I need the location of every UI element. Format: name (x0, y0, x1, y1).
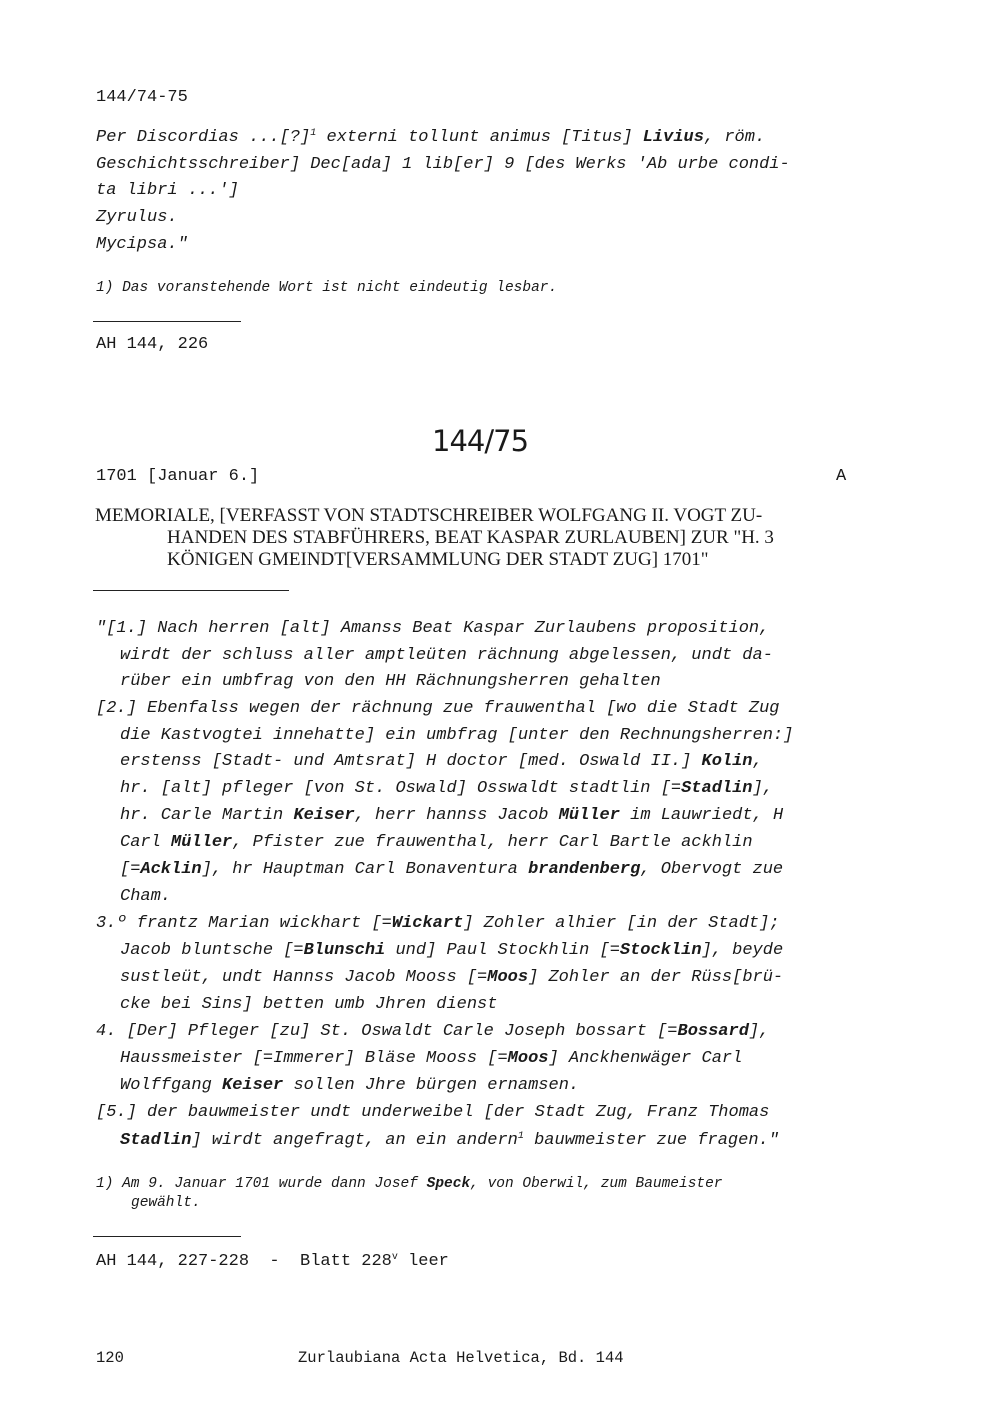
quote-line: Mycipsa." (96, 235, 188, 254)
body-line: Carl Müller, Pfister zue frauwenthal, herr Carl Bartle ackhlin (120, 833, 753, 852)
footnote: gewählt. (131, 1195, 201, 1211)
quote-line: Geschichtsschreiber] Dec[ada] 1 lib[er] 9 [des Werks 'Ab urbe condi- (96, 155, 790, 174)
body-line: hr. [alt] pfleger [von St. Oswald] Osswaldt stadtlin [=Stadlin], (120, 779, 773, 798)
body-line: cke bei Sins] betten umb Jhren dienst (120, 995, 498, 1014)
quote-line: ta libri ...'] (96, 181, 239, 200)
publication-title: Zurlaubiana Acta Helvetica, Bd. 144 (298, 1349, 624, 1367)
body-line: Haussmeister [=Immerer] Bläse Mooss [=Moos] Anckhenwäger Carl (120, 1049, 743, 1068)
source-reference: AH 144, 226 (96, 335, 209, 354)
source-reference: AH 144, 227-228 - Blatt 228$^v$ leer (96, 1252, 449, 1271)
divider (93, 321, 241, 322)
body-line: erstenss [Stadt- und Amtsrat] H doctor [med. Oswald II.] Kolin, (120, 752, 763, 771)
quote-line: Zyrulus. (96, 208, 178, 227)
body-line: wirdt der schluss aller amptleüten rächnung abgelessen, undt da- (120, 646, 773, 665)
footnote: 1) Am 9. Januar 1701 wurde dann Josef Speck, von Oberwil, zum Baumeister (96, 1176, 723, 1192)
body-line: rüber ein umbfrag von den HH Rächnungsherren gehalten (120, 672, 661, 691)
body-line: 3.º frantz Marian wickhart [=Wickart] Zohler alhier [in der Stadt]; (96, 914, 780, 933)
footnote: 1) Das voranstehende Wort ist nicht eindeutig lesbar. (96, 280, 558, 296)
body-line: Wolffgang Keiser sollen Jhre bürgen ernamsen. (120, 1076, 580, 1095)
divider (93, 1236, 241, 1237)
body-line: Stadlin] wirdt angefragt, an ein andern$^1$ bauwmeister zue fragen." (120, 1131, 779, 1150)
page-number: 120 (96, 1349, 124, 1367)
body-line: sustleüt, undt Hannss Jacob Mooss [=Moos] Zohler an der Rüss[brü- (120, 968, 784, 987)
body-line: 4. [Der] Pfleger [zu] St. Oswaldt Carle Joseph bossart [=Bossard], (96, 1022, 770, 1041)
document-title: HANDEN DES STABFÜHRERS, BEAT KASPAR ZURLAUBEN] ZUR "H. 3 (167, 527, 774, 548)
document-date: 1701 [Januar 6.] (96, 467, 260, 486)
document-number: 144/75 (432, 424, 529, 458)
body-line: [=Acklin], hr Hauptman Carl Bonaventura brandenberg, Obervogt zue (120, 860, 784, 879)
body-line: [2.] Ebenfalss wegen der rächnung zue frauwenthal [wo die Stadt Zug (96, 699, 780, 718)
divider (93, 590, 289, 591)
document-reference: 144/74-75 (96, 88, 188, 107)
quote-line: Per Discordias ...[?]$^1$ externi tollunt animus [Titus] Livius, röm. (96, 128, 766, 147)
document-title: MEMORIALE, [VERFASST VON STADTSCHREIBER WOLFGANG II. VOGT ZU- (95, 505, 763, 526)
body-line: Jacob bluntsche [=Blunschi und] Paul Stockhlin [=Stocklin], beyde (120, 941, 784, 960)
body-line: [5.] der bauwmeister undt underweibel [der Stadt Zug, Franz Thomas (96, 1103, 770, 1122)
body-line: die Kastvogtei innehatte] ein umbfrag [unter den Rechnungsherren:] (120, 726, 794, 745)
document-type-letter: A (836, 467, 847, 486)
document-title: KÖNIGEN GMEINDT[VERSAMMLUNG DER STADT ZUG] 1701" (167, 549, 709, 570)
body-line: hr. Carle Martin Keiser, herr hannss Jacob Müller im Lauwriedt, H (120, 806, 784, 825)
body-line: Cham. (120, 887, 172, 906)
body-line: "[1.] Nach herren [alt] Amanss Beat Kaspar Zurlaubens proposition, (96, 619, 770, 638)
